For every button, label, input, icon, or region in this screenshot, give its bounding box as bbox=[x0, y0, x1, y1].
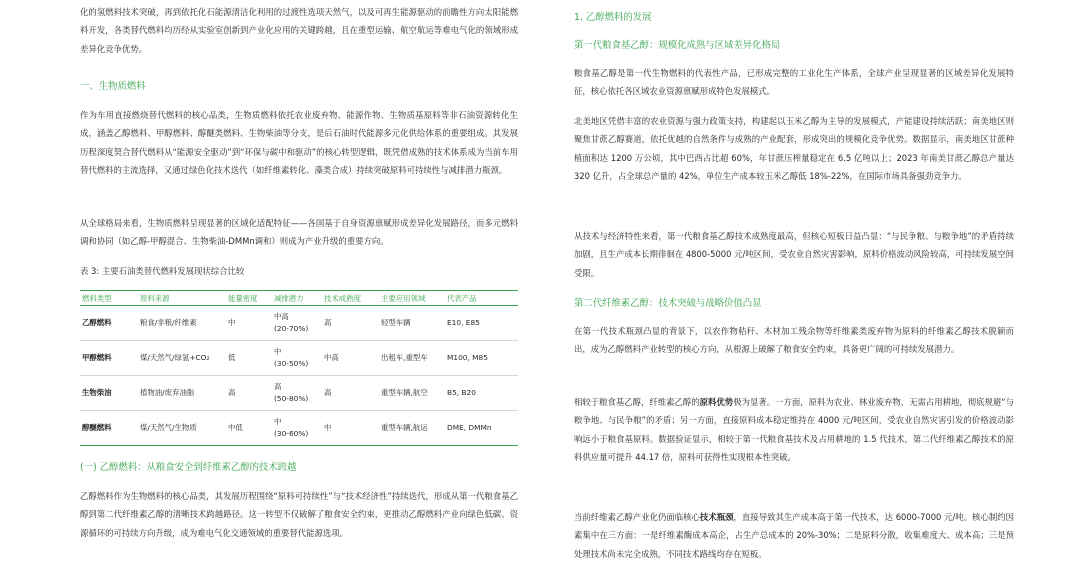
table-header-cell: 燃料类型 bbox=[80, 291, 138, 306]
maturity-cell: 高 bbox=[322, 306, 379, 341]
maturity-cell: 中高 bbox=[322, 341, 379, 376]
energy-density-cell: 高 bbox=[226, 376, 272, 411]
reduction-cell bbox=[272, 411, 322, 446]
table-row bbox=[80, 341, 518, 376]
table-caption: 表 3: 主要石油类替代燃料发展现状综合比较 bbox=[80, 266, 245, 276]
second-gen-paragraph-1: 在第一代技术瓶颈凸显的背景下，以农作物秸秆、木材加工残余物等纤维素类废弃物为原料的纤维素乙醇技术脱颖而出，成为乙醇燃料产业转型的核心方向，从根源上破解了粮食安全约束，具备更广阔的可持续发展潜力。 bbox=[574, 326, 1014, 355]
application-cell: 出租车,重型车 bbox=[379, 341, 445, 376]
emphasis-technical-bottleneck: 技术瓶颈 bbox=[699, 512, 734, 522]
table-row bbox=[80, 306, 518, 341]
reduction-cell bbox=[272, 376, 322, 411]
subheading-second-generation: 第二代纤维素乙醇：技术突破与战略价值凸显 bbox=[574, 298, 762, 309]
reduction-level: 高 bbox=[274, 381, 282, 391]
table-header-cell: 代表产品 bbox=[445, 291, 518, 306]
intro-paragraph: 化的氢燃料技术突破，再到依托化石能源清洁化利用的过渡性选项天然气，以及可再生能源驱动的前瞻性方向太阳能燃料开发，各类替代燃料均历经从实验室创新到产业化应用的关键跨越，且在重型运输、航空航运等难电气化的领域形成差异化竞争优势。 bbox=[80, 7, 518, 54]
text-span: 相较于粮食基乙醇，纤维素乙醇的 bbox=[574, 397, 700, 407]
products-cell: M100, M85 bbox=[445, 341, 518, 376]
section-heading-biomass: 一、生物质燃料 bbox=[80, 81, 146, 92]
first-gen-paragraph-1: 粮食基乙醇是第一代生物燃料的代表性产品，已形成完整的工业化生产体系，全球产业呈现显著的区域差异化发展特征，核心依托各区域农业资源禀赋形成特色发展模式。 bbox=[574, 68, 1014, 97]
text-span: 当前纤维素乙醇产业化仍面临核心 bbox=[574, 512, 700, 522]
text-span: ，直接导致其生产成本高于第一代技术，达 6000-7000 元/吨。核心制约因素集中在三方面：一是纤维素酶成本高企，占生产总成本的 20%-30%；二是原料分散，收集难度大、成本高；三是预处理技术尚未完全成熟，不同技术路线均存在短板。 bbox=[574, 512, 1015, 559]
table-row bbox=[80, 376, 518, 411]
table-header-cell: 能量密度 bbox=[226, 291, 272, 306]
energy-density-cell: 中 bbox=[226, 306, 272, 341]
reduction-range: (30-60%) bbox=[274, 429, 309, 438]
reduction-range: (30-50%) bbox=[274, 359, 309, 368]
reduction-range: (20-70%) bbox=[274, 324, 309, 333]
application-cell: 轻型车辆 bbox=[379, 306, 445, 341]
first-gen-paragraph-2: 北美地区凭借丰富的农业资源与强力政策支持，构建起以玉米乙醇为主导的发展模式，产能建设持续活跃；南美地区则聚焦甘蔗乙醇赛道，依托优越的自然条件与成熟的产业配套，形成突出的规模化竞争优势。数据显示，南美地区甘蔗种植面积达 1200 万公顷，其中巴西占比超 60%，年甘蔗压榨量稳定在 6.5 亿吨以上；2023 年南美甘蔗乙醇总产量达 320 亿升，占全球总产量的 42%，单位生产成本较玉米乙醇低 18%-22%，在国际市场具备强劲竞争力。 bbox=[574, 116, 1014, 182]
table-header-row bbox=[80, 291, 518, 306]
first-gen-paragraph-3: 从技术与经济特性来看，第一代粮食基乙醇技术成熟度最高，但核心短板日益凸显：“与民争粮、与粮争地”的矛盾持续加剧，且生产成本长期徘徊在 4800-5000 元/吨区间，受农业自然灾害影响，原料价格波动风险较高，可持续发展空间受限。 bbox=[574, 231, 1014, 278]
table-header-cell: 技术成熟度 bbox=[322, 291, 379, 306]
reduction-range: (50-80%) bbox=[274, 394, 309, 403]
table-row bbox=[80, 411, 518, 446]
products-cell: E10, E85 bbox=[445, 306, 518, 341]
biomass-paragraph-2: 从全球格局来看，生物质燃料呈现显著的区域化适配特征——各国基于自身资源禀赋形成差异化发展路径，而多元燃料调和协同（如乙醇-甲醇混合、生物柴油-DMMn调和）则成为产业升级的重要方向。 bbox=[80, 218, 518, 247]
energy-density-cell: 低 bbox=[226, 341, 272, 376]
subsection-heading-ethanol: (一) 乙醇燃料：从粮食安全到纤维素乙醇的技术跨越 bbox=[80, 462, 297, 473]
fuel-comparison-table bbox=[80, 290, 518, 446]
fuel-type-cell: 醇醚燃料 bbox=[80, 411, 138, 446]
biomass-paragraph-1: 作为车用直接燃烧替代燃料的核心品类，生物质燃料依托农业废弃物、能源作物、生物质基原料等非石油资源转化生成，涵盖乙醇燃料、甲醇燃料、醇醚类燃料、生物柴油等分支，是后石油时代能源多元化供给体系的重要组成。其发展历程深度契合替代燃料从“能源安全驱动”到“环保与碳中和驱动”的核心转型逻辑，既凭借成熟的技术体系成为当前车用替代燃料的主流选择，又通过绿色化技术迭代（如纤维素转化、藻类合成）持续突破原料可持续性与减排潜力瓶颈。 bbox=[80, 110, 518, 176]
energy-density-cell: 中低 bbox=[226, 411, 272, 446]
application-cell: 重型车辆,航空 bbox=[379, 376, 445, 411]
emphasis-raw-material-advantage: 原料优势 bbox=[699, 397, 734, 407]
source-cell: 植物油/废弃油脂 bbox=[138, 376, 226, 411]
text-span: 极为显著。一方面，原料为农业、林业废弃物，无需占用耕地，彻底规避“与粮争地、与民争粮”的矛盾；另一方面，直接原料成本稳定维持在 4000 元/吨区间，受农业自然灾害引发的价格波动影响远小于粮食基原料。数据验证显示，相较于第一代粮食基技术及占用耕地的 1.5 代技术，第二代纤维素乙醇技术的原料供应量可提升 44.17 倍，原料可获得性实现根本性突破。 bbox=[574, 397, 1014, 463]
products-cell: DME, DMMn bbox=[445, 411, 518, 446]
reduction-level: 中 bbox=[274, 416, 282, 426]
application-cell: 重型车辆,航运 bbox=[379, 411, 445, 446]
ethanol-intro-paragraph: 乙醇燃料作为生物燃料的核心品类，其发展历程围绕“原料可持续性”与“技术经济性”持续迭代，形成从第一代粮食基乙醇到第二代纤维素乙醇的清晰技术跨越路径。这一转型不仅破解了粮食安全约束，更推动乙醇燃料产业向绿色低碳、资源循环的可持续方向升级，成为难电气化交通领域的重要替代能源选项。 bbox=[80, 491, 518, 538]
source-cell: 煤/天然气/生物质 bbox=[138, 411, 226, 446]
second-gen-paragraph-2 bbox=[574, 393, 1014, 467]
subheading-first-generation: 第一代粮食基乙醇：规模化成熟与区域差异化格局 bbox=[574, 40, 781, 51]
source-cell: 煤/天然气/绿氢+CO₂ bbox=[138, 341, 226, 376]
heading-ethanol-development: 1. 乙醇燃料的发展 bbox=[574, 12, 652, 23]
maturity-cell: 高 bbox=[322, 376, 379, 411]
fuel-type-cell: 生物柴油 bbox=[80, 376, 138, 411]
source-cell: 粮食/非粮/纤维素 bbox=[138, 306, 226, 341]
fuel-type-cell: 乙醇燃料 bbox=[80, 306, 138, 341]
reduction-cell bbox=[272, 306, 322, 341]
table-header-cell: 减排潜力 bbox=[272, 291, 322, 306]
fuel-type-cell: 甲醇燃料 bbox=[80, 341, 138, 376]
reduction-cell bbox=[272, 341, 322, 376]
products-cell: B5, B20 bbox=[445, 376, 518, 411]
table-header-cell: 主要应用领域 bbox=[379, 291, 445, 306]
table-header-cell: 原料来源 bbox=[138, 291, 226, 306]
maturity-cell: 中 bbox=[322, 411, 379, 446]
second-gen-paragraph-3 bbox=[574, 508, 1014, 563]
reduction-level: 中 bbox=[274, 346, 282, 356]
reduction-level: 中高 bbox=[274, 311, 289, 321]
